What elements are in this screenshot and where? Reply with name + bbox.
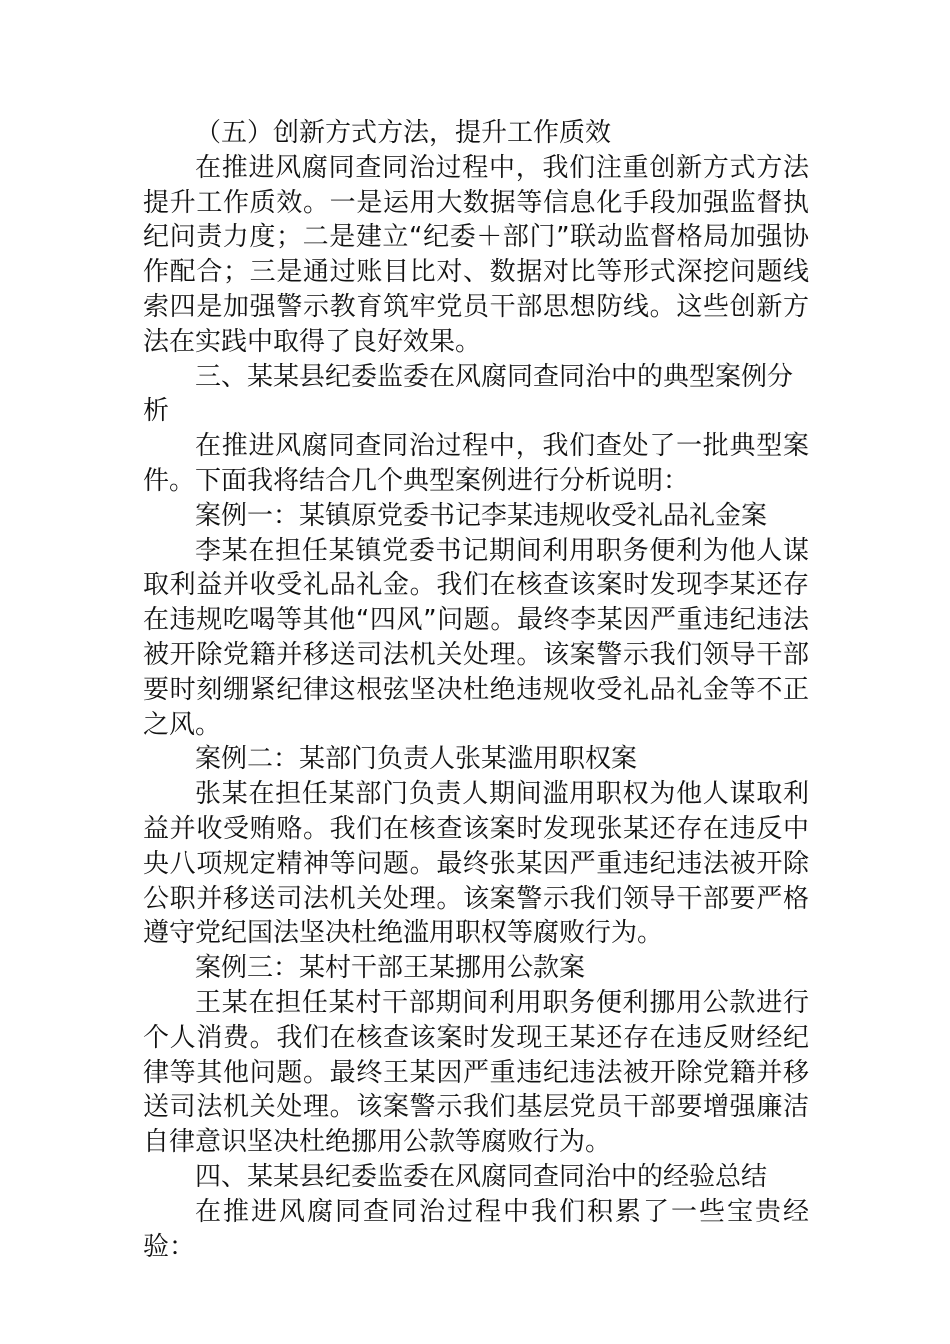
section-heading: 四、某某县纪委监委在风腐同查同治中的经验总结 [195, 1161, 768, 1192]
body-paragraph: 李某在担任某镇党委书记期间利用职务便利为他人谋取利益并收受礼品礼金。我们在核查该案时发现李某还存在违规吃喝等其他“四风”问题。最终李某因严重违纪违法被开除党籍并移送司法机关处理。该案警示我们领导干部要时刻绷紧纪律这根弦坚决杜绝违规收受礼品礼金等不正之风。 [143, 535, 809, 740]
document-body [143, 116, 809, 1264]
case-heading: 案例一：某镇原党委书记李某违规收受礼品礼金案 [195, 500, 768, 531]
body-paragraph: 在推进风腐同查同治过程中，我们注重创新方式方法提升工作质效。一是运用大数据等信息化手段加强监督执纪问责力度；二是建立“纪委＋部门”联动监督格局加强协作配合；三是通过账目比对、数据对比等形式深挖问题线索四是加强警示教育筑牢党员干部思想防线。这些创新方法在实践中取得了良好效果。 [143, 152, 809, 357]
body-paragraph: 在推进风腐同查同治过程中，我们查处了一批典型案件。下面我将结合几个典型案例进行分析说明： [143, 431, 809, 496]
section-heading: （五）创新方式方法，提升工作质效 [195, 118, 612, 148]
case-heading: 案例二：某部门负责人张某滥用职权案 [195, 744, 638, 775]
body-paragraph: 王某在担任某村干部期间利用职务便利挪用公款进行个人消费。我们在核查该案时发现王某还存在违反财经纪律等其他问题。最终王某因严重违纪违法被开除党籍并移送司法机关处理。该案警示我们基层党员干部要增强廉洁自律意识坚决杜绝挪用公款等腐败行为。 [143, 987, 809, 1158]
case-heading: 案例三：某村干部王某挪用公款案 [195, 953, 586, 984]
body-paragraph: 在推进风腐同查同治过程中我们积累了一些宝贵经验： [143, 1196, 809, 1262]
section-heading: 三、某某县纪委监委在风腐同查同治中的典型案例分析 [143, 361, 794, 427]
body-paragraph: 张某在担任某部门负责人期间滥用职权为他人谋取利益并收受贿赂。我们在核查该案时发现张某还存在违反中央八项规定精神等问题。最终张某因严重违纪违法被开除公职并移送司法机关处理。该案警示我们领导干部要严格遵守党纪国法坚决杜绝滥用职权等腐败行为。 [143, 779, 809, 949]
